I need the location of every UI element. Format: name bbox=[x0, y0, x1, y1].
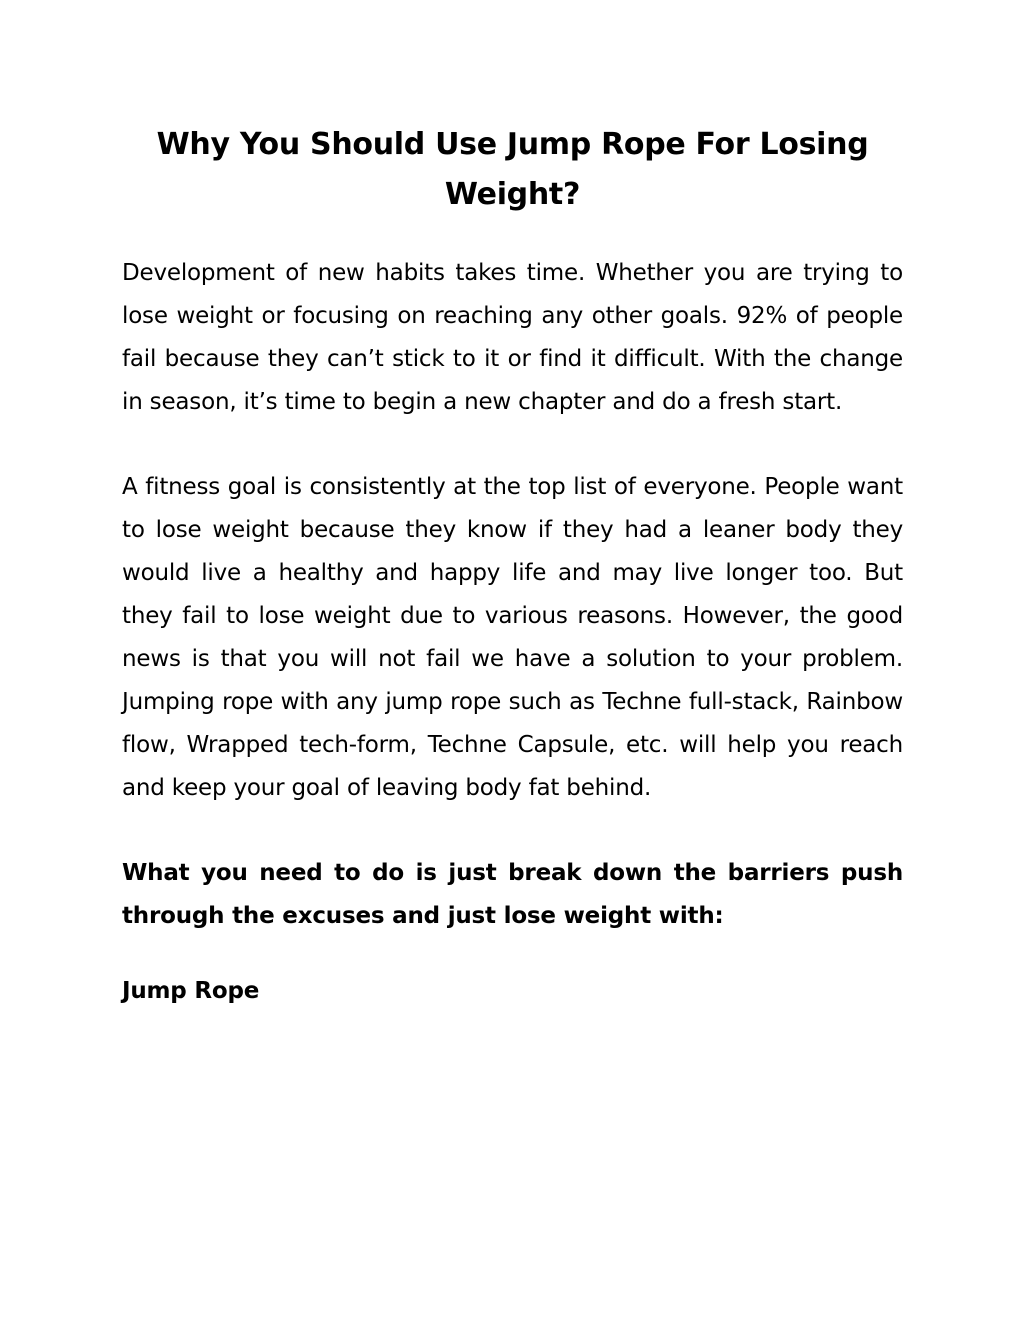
document-title: Why You Should Use Jump Rope For Losing Weight? bbox=[156, 127, 869, 212]
paragraph-intro: Development of new habits takes time. Whether you are trying to lose weight or focusing on reaching any other goals. 92% of people fail because they can’t stick to it or find it difficult. With the change in season, it’s time to begin a new chapter and do a fresh start. bbox=[122, 260, 903, 415]
document-page bbox=[122, 120, 903, 1013]
paragraph-call-to-action: What you need to do is just break down the barriers push through the excuses and just lose weight with: bbox=[122, 860, 903, 929]
paragraph-fitness-goal: A fitness goal is consistently at the top list of everyone. People want to lose weight because they know if they had a leaner body they would live a healthy and happy life and may live longer too. But they fail to lose weight due to various reasons. However, the good news is that you will not fail we have a solution to your problem. Jumping rope with any jump rope such as Techne full-stack, Rainbow flow, Wrapped tech-form, Techne Capsule, etc. will help you reach and keep your goal of leaving body fat behind. bbox=[122, 474, 903, 801]
section-heading-jump-rope: Jump Rope bbox=[122, 978, 260, 1004]
